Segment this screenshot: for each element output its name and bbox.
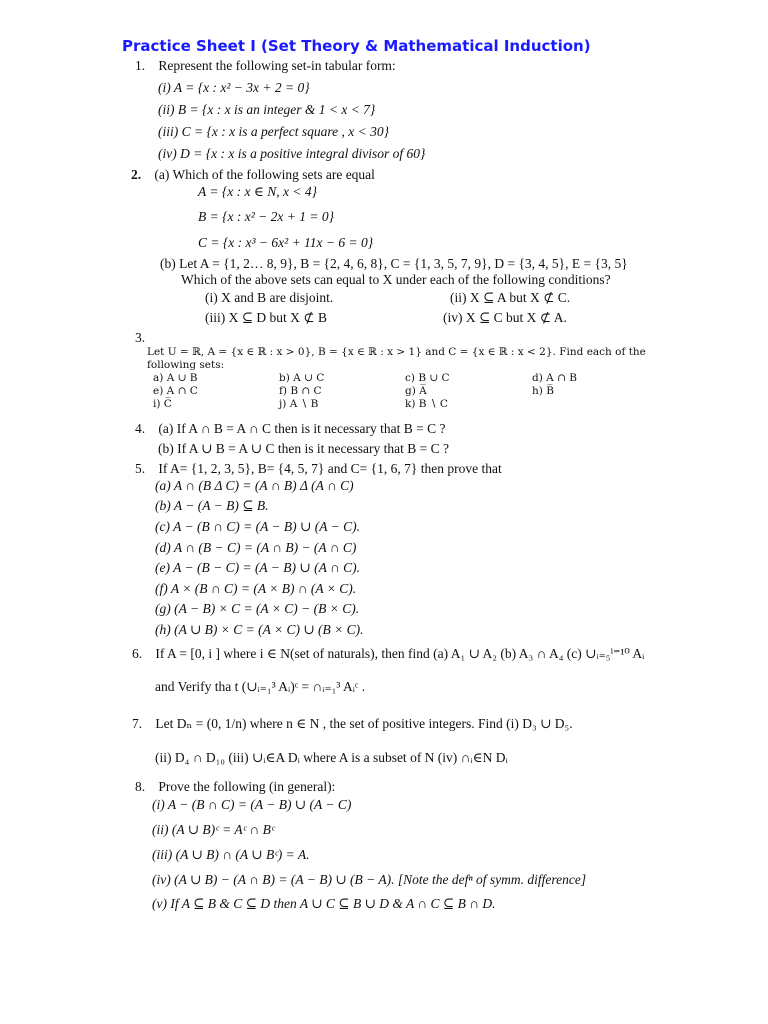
q4-number: 4. [135,421,146,436]
q5-item-a: (a) A ∩ (B Δ C) = (A ∩ B) Δ (A ∩ C) [155,478,354,493]
q6-text-1: If A = [0, i ] where i ∈ N(set of naturals), then find (a) A₁ ∪ A₂ (b) A₃ ∩ A₄ (c) ∪ᵢ₌₅ⁱ⁼¹⁰ Aᵢ [155,646,645,661]
q2-set-b: B = {x : x² − 2x + 1 = 0} [198,209,335,224]
q8-item-iii: (iii) (A ∪ B) ∩ (A ∪ Bᶜ) = A. [152,847,310,862]
q2-cond-iii: (iii) X ⊆ D but X ⊄ B [205,310,327,325]
q5-text: If A= {1, 2, 3, 5}, B= {4, 5, 7} and C= {1, 6, 7} then prove that [158,461,502,476]
q3-intro-2: following sets: [147,359,225,371]
q7-number: 7. [132,716,143,731]
q6-number: 6. [132,646,143,661]
q3-item-j: j) A ∖ B [279,398,319,410]
q3-item-g: g) A̅ [405,385,427,397]
q7-line-1 [132,716,573,732]
q2-number: 2. [131,167,142,182]
q2-cond-i: (i) X and B are disjoint. [205,290,334,305]
q4-part-b: (b) If A ∪ B = A ∪ C then is it necessary that B = C ? [158,441,449,456]
q4-part-a: (a) If A ∩ B = A ∩ C then is it necessary that B = C ? [158,421,446,436]
q8-line [135,779,335,795]
q7-text-2: (ii) D₄ ∩ D₁₀ (iii) ∪ᵢ∈A Dᵢ where A is a subset of N (iv) ∩ᵢ∈N Dᵢ [155,750,508,765]
q1-item-ii: (ii) B = {x : x is an integer & 1 < x < 7} [158,102,376,117]
q3-item-k: k) B ∖ C [405,398,448,410]
q3-item-f: f) B ∩ C [279,385,322,397]
q8-text: Prove the following (in general): [158,779,336,794]
q4-line-a [135,421,445,437]
q5-line [135,461,502,477]
q2-set-a: A = {x : x ∈ N, x < 4} [198,184,317,199]
q1-item-iii: (iii) C = {x : x is a perfect square , x < 30} [158,124,389,139]
q3-item-d: d) A ∩ B [532,372,577,384]
q3-item-c: c) B ∪ C [405,372,450,384]
q5-item-f: (f) A × (B ∩ C) = (A × B) ∩ (A × C). [155,581,357,596]
q3-item-a: a) A ∪ B [153,372,198,384]
q3-item-e: e) A ∩ C [153,385,198,397]
q8-number: 8. [135,779,146,794]
q3-item-i: i) C̅ [153,398,172,410]
q5-number: 5. [135,461,146,476]
q2-cond-iv: (iv) X ⊆ C but X ⊄ A. [443,310,567,325]
q1-line [135,58,396,74]
q8-item-iv: (iv) (A ∪ B) − (A ∩ B) = (A − B) ∪ (B − A). [Note the defⁿ of symm. difference] [152,872,587,887]
q8-item-v: (v) If A ⊆ B & C ⊆ D then A ∪ C ⊆ B ∪ D & A ∩ C ⊆ B ∩ D. [152,896,496,911]
q5-item-b: (b) A − (A − B) ⊆ B. [155,498,269,513]
q7-text-1: Let Dₙ = (0, 1/n) where n ∈ N , the set of positive integers. Find (i) D₃ ∪ D₅. [155,716,573,731]
q5-item-e: (e) A − (B − C) = (A − B) ∪ (A ∩ C). [155,560,360,575]
q8-item-ii: (ii) (A ∪ B)ᶜ = Aᶜ ∩ Bᶜ [152,822,275,837]
q1-item-iv: (iv) D = {x : x is a positive integral divisor of 60} [158,146,426,161]
q3-item-b: b) A ∪ C [279,372,325,384]
q2-line [131,167,375,183]
q8-item-i: (i) A − (B ∩ C) = (A − B) ∪ (A − C) [152,797,352,812]
q3-intro: Let U = ℝ, A = {x ∈ ℝ : x > 0}, B = {x ∈ ℝ : x > 1} and C = {x ∈ ℝ : x < 2}. Find each of the [147,346,646,358]
q1-number: 1. [135,58,146,73]
q3-item-h: h) B̅ [532,385,554,397]
q6-line-1 [132,646,644,662]
q5-item-g: (g) (A − B) × C = (A × C) − (B × C). [155,601,360,616]
q5-item-h: (h) (A ∪ B) × C = (A × C) ∪ (B × C). [155,622,364,637]
q2-part-a: (a) Which of the following sets are equal [154,167,375,182]
sheet-title: Practice Sheet I (Set Theory & Mathematical Induction) [122,37,591,55]
q2-cond-ii: (ii) X ⊆ A but X ⊄ C. [450,290,571,305]
q2-part-b-question: Which of the above sets can equal to X under each of the following conditions? [181,272,611,287]
q6-text-2: and Verify tha t (∪ᵢ₌₁³ Aᵢ)ᶜ = ∩ᵢ₌₁³ Aᵢᶜ . [155,679,366,694]
q5-item-d: (d) A ∩ (B − C) = (A ∩ B) − (A ∩ C) [155,540,357,555]
q2-part-b: (b) Let A = {1, 2… 8, 9}, B = {2, 4, 6, 8}, C = {1, 3, 5, 7, 9}, D = {3, 4, 5}, E = {3, 5} [160,256,628,271]
q5-item-c: (c) A − (B ∩ C) = (A − B) ∪ (A − C). [155,519,360,534]
q1-item-i: (i) A = {x : x² − 3x + 2 = 0} [158,80,310,95]
q3-number: 3. [135,330,146,345]
q1-text: Represent the following set-in tabular form: [158,58,396,73]
q2-set-c: C = {x : x³ − 6x² + 11x − 6 = 0} [198,235,374,250]
